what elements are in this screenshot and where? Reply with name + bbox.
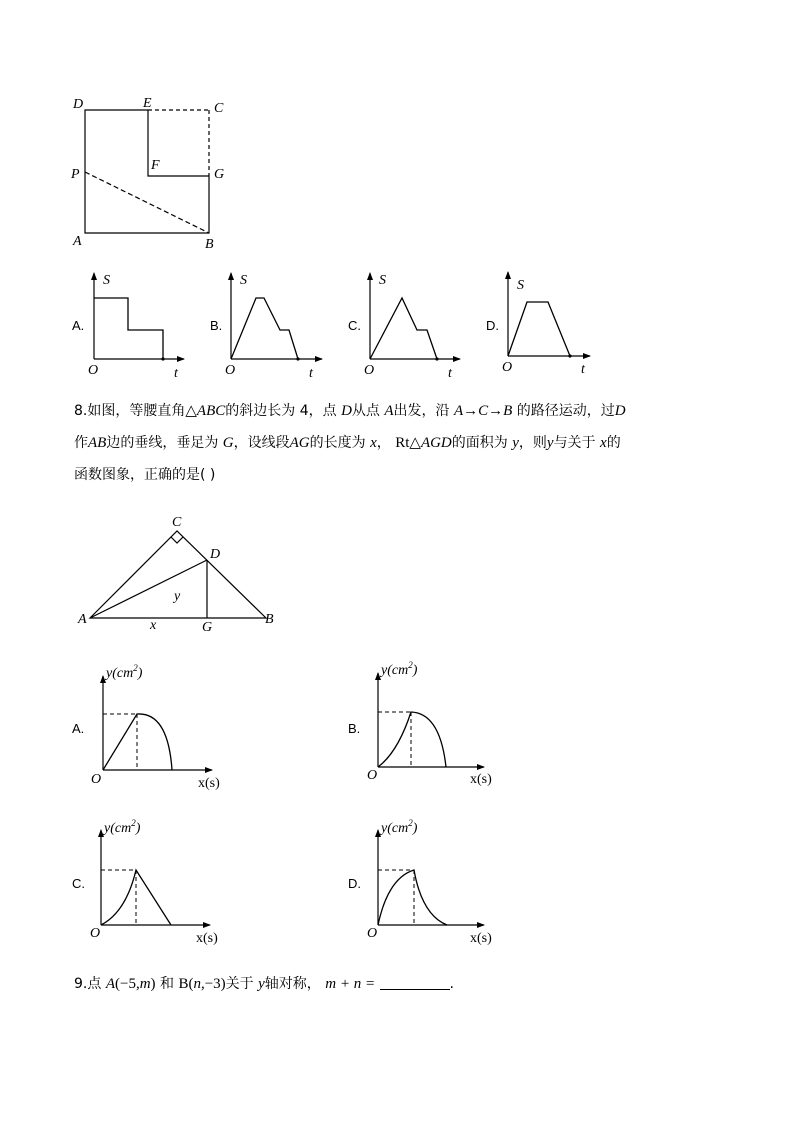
- q8-d-origin: O: [367, 926, 378, 941]
- tri-label-D: D: [210, 547, 221, 562]
- q7-a-y-label: S: [103, 273, 110, 288]
- q8-line-2: 作AB边的垂线，垂足为 G，设线段AG的长度为 x， Rt△AGD的面积为 y，则y与关于 x的: [74, 435, 621, 451]
- q9-line: 9.点 A(−5,m) 和 B(n,−3)关于 y轴对称， m + n = .: [74, 968, 454, 1000]
- q8-a-y-label: $y(cm^2)$: [106, 663, 143, 681]
- q8-a-x-label: x(s): [198, 776, 220, 791]
- q8-b-x-label: x(s): [470, 772, 492, 787]
- label-F: F: [151, 158, 160, 173]
- label-G: G: [214, 167, 225, 182]
- q8-option-b-letter: B.: [348, 721, 361, 736]
- q7-b-origin: O: [225, 363, 236, 378]
- tri-label-C: C: [172, 515, 182, 530]
- q8-option-d-letter: D.: [348, 876, 361, 891]
- tri-label-B: B: [265, 612, 274, 627]
- label-P: P: [71, 167, 80, 182]
- label-A: A: [73, 234, 82, 249]
- answer-blank[interactable]: [380, 973, 450, 990]
- q8-d-y-label: $y(cm^2)$: [381, 818, 418, 836]
- q8-c-origin: O: [90, 926, 101, 941]
- q8-b-curve: [378, 712, 446, 767]
- q8-graph-d[interactable]: [348, 818, 492, 946]
- q7-b-x-label: t: [309, 366, 313, 381]
- q7-d-y-label: S: [517, 278, 524, 293]
- q8-c-y-label: $y(cm^2)$: [104, 818, 141, 836]
- q7-option-a-letter: A.: [72, 318, 85, 333]
- q7-a-x-label: t: [174, 366, 178, 381]
- q7-option-b-letter: B.: [210, 318, 223, 333]
- q7-d-origin: O: [502, 360, 513, 375]
- q8-graph-c[interactable]: [72, 818, 218, 946]
- q8-line-1: 8.如图，等腰直角△ABC的斜边长为 4，点 D从点 A出发，沿 A→C→B 的路径运动，过D: [74, 403, 626, 419]
- label-B: B: [205, 237, 214, 252]
- q7-c-x-label: t: [448, 366, 452, 381]
- q8-b-y-label: $y(cm^2)$: [381, 660, 418, 678]
- q7-d-x-label: t: [581, 362, 585, 377]
- q8-c-x-label: x(s): [196, 931, 218, 946]
- tri-label-G: G: [202, 620, 213, 635]
- tri-label-x: x: [150, 618, 157, 633]
- q8-option-a-letter: A.: [72, 721, 85, 736]
- q7-option-c-letter: C.: [348, 318, 361, 333]
- tri-label-y: y: [174, 589, 181, 604]
- q7-option-d-letter: D.: [486, 318, 499, 333]
- label-E: E: [143, 96, 152, 111]
- q8-graph-b[interactable]: [348, 660, 492, 787]
- q8-d-x-label: x(s): [470, 931, 492, 946]
- q7-c-origin: O: [364, 363, 375, 378]
- q7-c-y-label: S: [379, 273, 386, 288]
- q8-line-3: 函数图象，正确的是( ): [74, 467, 216, 483]
- q8-a-origin: O: [91, 772, 102, 787]
- tri-label-A: A: [78, 612, 87, 627]
- label-C: C: [214, 101, 224, 116]
- q8-b-origin: O: [367, 768, 378, 783]
- q7-b-y-label: S: [240, 273, 247, 288]
- label-D: D: [73, 97, 84, 112]
- q8-option-c-letter: C.: [72, 876, 85, 891]
- q8-d-curve: [378, 870, 447, 925]
- q7-a-origin: O: [88, 363, 99, 378]
- q8-graph-a[interactable]: [72, 663, 220, 791]
